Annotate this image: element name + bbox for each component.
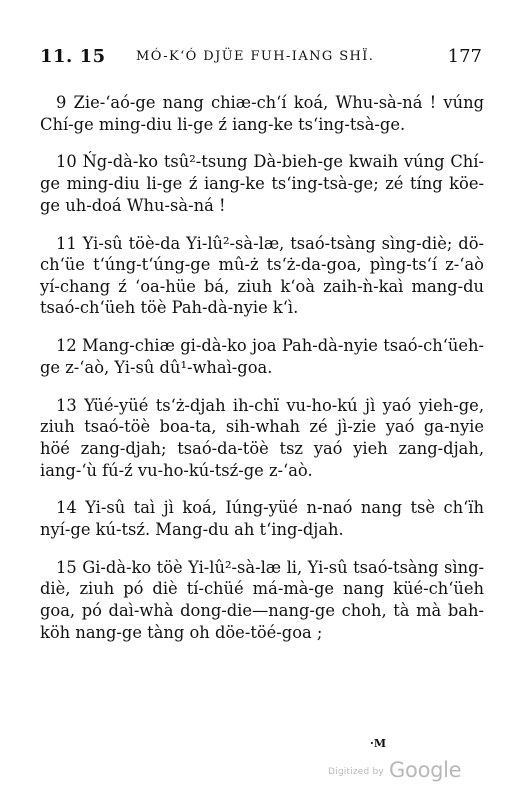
page-number: 177 [447,46,482,67]
verse-paragraph [40,395,484,481]
google-logo: Google [389,758,462,782]
running-header [40,46,482,70]
watermark-prefix: Digitized by [328,767,384,777]
verse-text: 9 Zie-‘aó-ge nang chiæ-ch‘í koá, Whu-sà-ná ! vúng Chí-ge ming-diu li-ge ź iang-ke ts‘ing-tsà-ge. [40,93,484,134]
printer-signature-mark: ·M [370,737,387,750]
verse-paragraph [40,557,484,643]
verse-text: 13 Yüé-yüé ts‘ż-djah ih-chï vu-ho-kú jì yaó yieh-ge, ziuh tsaó-töè boa-ta, sih-whah zé jì-zie yaó ga-nyie höé zang-djah; tsaó-da-töè tsz yaó yieh zang-djah, iang-‘ù fú-ź vu-ho-kú-tsź-ge z-‘aò. [40,395,484,480]
verse-text: 11 Yi-sû töè-da Yi-lû²-sà-læ, tsaó-tsàng sìng-diè; dö-ch‘üe t‘úng-t‘úng-ge mû-ż ts‘ż-da-goa, pìng-ts‘í z-‘aò yí-chang ź ‘oa-hüe bá, ziuh k‘oà zaih-ǹ-kaì mang-du tsaó-ch‘üeh töè Pah-dà-nyie k‘ì. [40,233,484,318]
running-title: MÓ-K‘Ó DJÜE FUH-IANG SHÏ. [136,49,375,64]
verse-paragraph [40,92,484,135]
verse-body [40,92,484,649]
verse-paragraph [40,151,484,216]
verse-text: 15 Gi-dà-ko töè Yi-lû²-sà-læ li, Yi-sû tsaó-tsàng sìng-diè, ziuh pó diè tí-chüé má-mà-ge nang küé-ch‘üeh goa, pó daì-whà dong-die—nang-ge choh, tà mà bah-köh nang-ge tàng oh döe-töé-goa ; [40,557,484,642]
verse-text: 14 Yi-sû taì jì koá, Iúng-yüé n-naó nang tsè ch‘ïh nyí-ge kú-tsź. Mang-du ah t‘ing-djah. [40,498,484,539]
verse-text: 12 Mang-chiæ gi-dà-ko joa Pah-dà-nyie tsaó-ch‘üeh-ge z-‘aò, Yi-sû dû¹-whaì-goa. [40,336,484,377]
verse-paragraph [40,233,484,319]
verse-paragraph [40,335,484,378]
verse-paragraph [40,497,484,540]
verse-text: 10 Ńg-dà-ko tsû²-tsung Dà-bieh-ge kwaih vúng Chí-ge ming-diu li-ge ź iang-ke ts‘ing-tsà-ge; zé tíng köe-ge uh-doá Whu-sà-ná ! [40,152,484,215]
chapter-verse-reference: 11. 15 [40,46,106,67]
digitized-watermark [328,758,461,782]
